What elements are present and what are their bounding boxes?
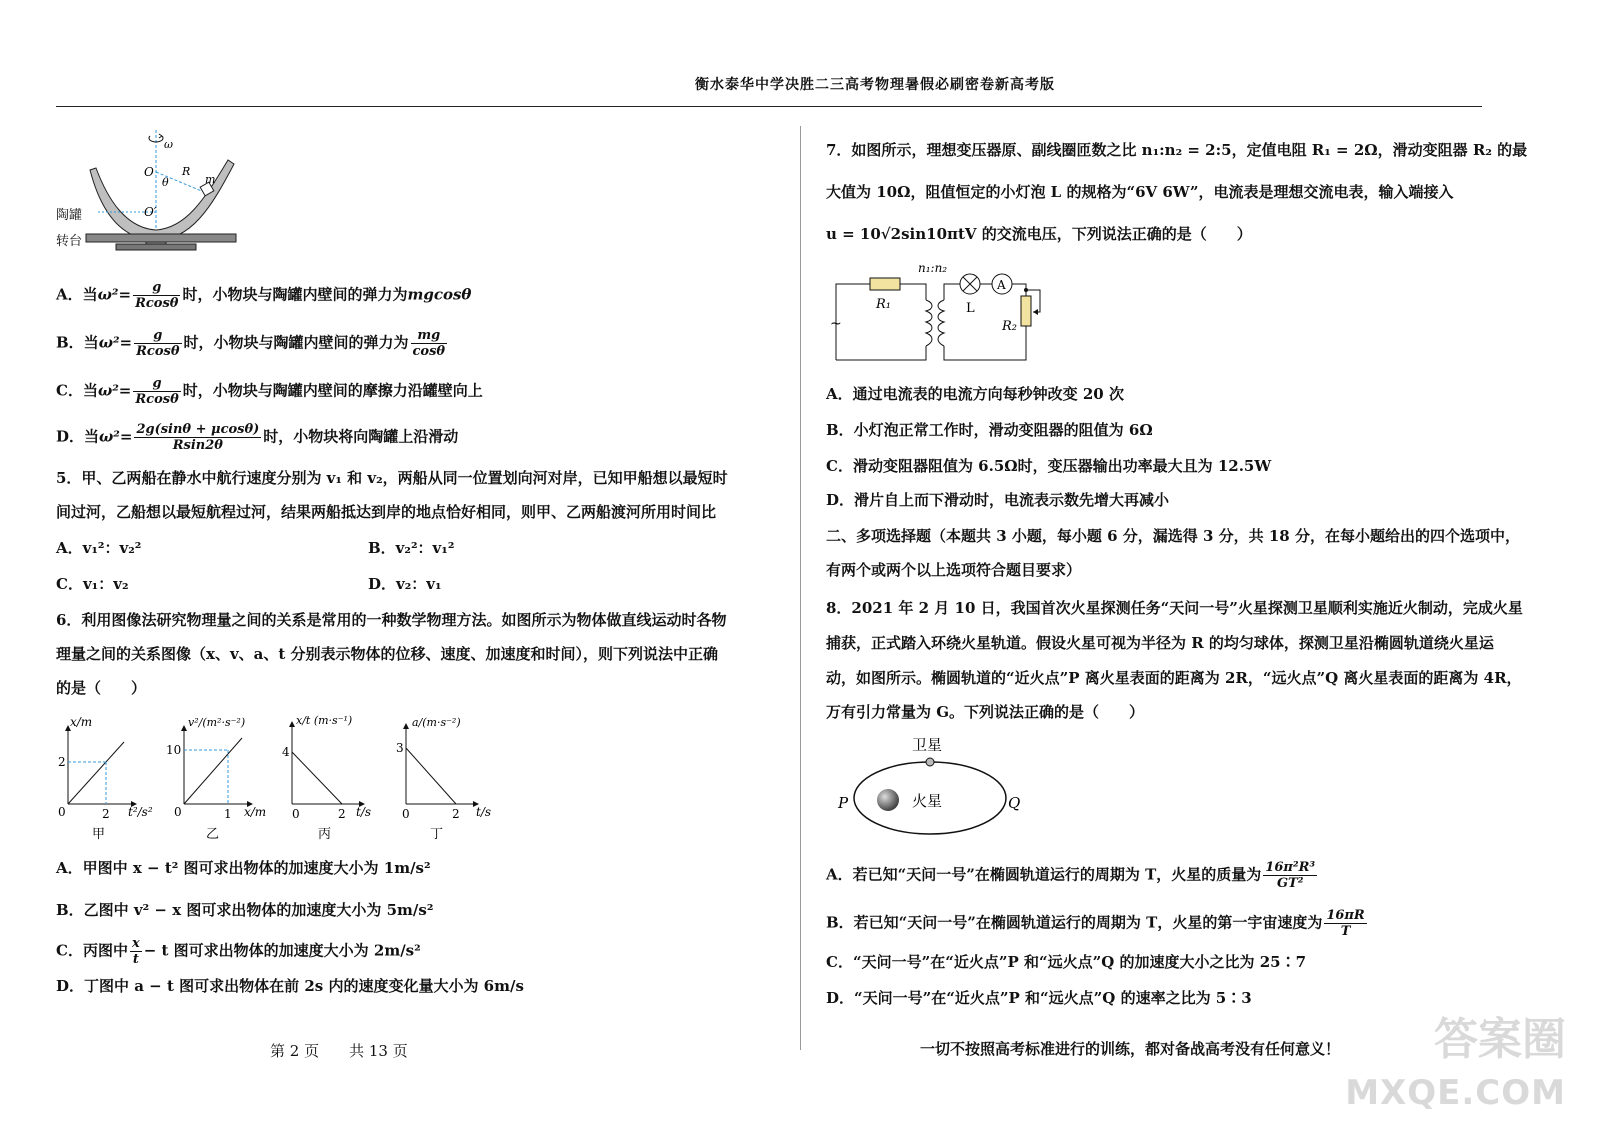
circuit-R2: R₂ [1002,319,1017,334]
graph-yi [166,716,266,842]
q7-stem-line2: 大值为 10Ω，阻值恒定的小灯泡 L 的规格为“6V 6W”，电流表是理想交流电表，输入端接入 [826,183,1454,201]
graph-yi-ytick: 10 [166,743,182,757]
q7-option-a: A．通过电流表的电流方向每秒钟改变 20 次 [826,385,1124,403]
bowl-theta: θ [162,176,169,189]
q5-option-d: D．v₂：v₁ [368,575,442,593]
q4-option-a: A．当ω²= $\frac{g}{Rcos\theta}$ 时，小物块与陶罐内壁间的弹力为mgcosθ [56,280,472,311]
page-header: 衡水泰华中学决胜二三高考物理暑假必刷密卷新高考版 [695,77,1055,93]
graph-yi-name: 乙 [206,827,220,842]
graph-ding-name: 丁 [430,827,444,842]
graph-jia-xtick: 2 [102,807,110,821]
q5-option-b: B．v₂²：v₁² [368,539,455,557]
bowl-O: O [144,165,154,179]
q8-option-a: A．若已知“天问一号”在椭圆轨道运行的周期为 T，火星的质量为 $\frac{\text{16π²R³}}{\text{GT²}}$ [826,860,1316,891]
q8-stem-line2: 捕获，正式踏入环绕火星轨道。假设火星可视为半径为 R 的均匀球体，探测卫星沿椭圆轨道绕火星运 [826,634,1494,652]
graph-ding-xlabel: t/s [476,805,492,819]
graph-jia-ytick: 2 [58,755,66,769]
graph-jia-name: 甲 [92,827,106,842]
bowl-table-label: 转台 [56,234,83,249]
q4-option-b: B．当ω²= $\frac{g}{Rcos\theta}$ 时，小物块与陶罐内壁间的弹力为 $\frac{mg}{\cos\theta}$ [56,328,446,359]
orbit-mars-label: 火星 [912,792,943,810]
orbit-satellite-label: 卫星 [912,736,943,754]
graph-ding-ylabel: a/(m·s⁻²) [412,716,461,729]
graph-bing-ylabel: x/t (m·s⁻¹) [296,714,353,727]
q5-stem-line2: 间过河，乙船想以最短航程过河，结果两船抵达到岸的地点恰好相同，则甲、乙两船渡河所用时间比 [56,503,717,521]
graph-ding-xtick: 2 [452,807,460,821]
q7-option-c: C．滑动变阻器阻值为 6.5Ω时，变压器输出功率最大且为 12.5W [826,457,1272,475]
q8-option-b: B．若已知“天问一号”在椭圆轨道运行的周期为 T，火星的第一宇宙速度为 $\frac{16\pi R}{T}$ [826,908,1365,939]
graph-bing-xlabel: t/s [356,805,372,819]
q7-option-d: D．滑片自上而下滑动时，电流表示数先增大再减小 [826,491,1170,509]
watermark-line1: 答案圈 [1434,1014,1566,1065]
q6-option-c: C．丙图中 $\frac{x}{t}$ − t 图可求出物体的加速度大小为 2m/s² [56,936,421,967]
graph-jia-origin: 0 [58,805,66,819]
watermark-line2: MXQE.COM [1345,1073,1566,1113]
graph-bing-origin: 0 [292,807,300,821]
graph-ding-ytick: 3 [396,741,404,755]
graph-yi-ylabel: v²/(m²·s⁻²) [188,716,246,729]
q5-stem-line1: 5．甲、乙两船在静水中航行速度分别为 v₁ 和 v₂，两船从同一位置划向河对岸，已知甲船想以最短时 [56,469,728,487]
q4-option-c: C．当ω²= $\frac{g}{Rcos\theta}$ 时，小物块与陶罐内壁间的摩擦力沿罐壁向上 [56,376,483,407]
q7-stem-line1: 7．如图所示，理想变压器原、副线圈匝数之比 n₁:n₂ = 2:5，定值电阻 R₁ = 2Ω，滑动变阻器 R₂ 的最 [826,141,1528,159]
graph-bing-ytick: 4 [282,745,290,759]
q5-option-c: C．v₁：v₂ [56,575,129,593]
q8-option-d: D．“天问一号”在“近火点”P 和“远火点”Q 的速率之比为 5∶3 [826,989,1252,1007]
q8-orbit [826,734,1026,840]
column-separator [800,126,801,1050]
q6-stem-line2: 理量之间的关系图像（x、v、a、t 分别表示物体的位移、速度、加速度和时间），则下列说法中正确 [56,645,719,663]
graph-jia-ylabel: x/m [70,715,93,729]
q8-stem-line4: 万有引力常量为 G。下列说法正确的是（ ） [826,703,1145,721]
q7-circuit [826,260,1066,370]
circuit-ammeter: A [997,278,1006,292]
orbit-Q-label: Q [1008,794,1021,812]
graph-yi-origin: 0 [174,805,182,819]
circuit-R1: R₁ [876,297,891,312]
q5-option-a: A．v₁²：v₂² [56,539,142,557]
graph-ding-origin: 0 [402,807,410,821]
graph-jia-xlabel: t²/s² [128,805,153,819]
graph-yi-xlabel: x/m [244,805,267,819]
graph-bing [282,714,371,842]
q8-stem-line3: 动，如图所示。椭圆轨道的“近火点”P 离火星表面的距离为 2R，“远火点”Q 离火星表面的距离为 4R， [826,669,1522,687]
q8-option-c: C．“天问一号”在“近火点”P 和“远火点”Q 的加速度大小之比为 25∶7 [826,953,1307,971]
q6-stem-line3: 的是（ ） [56,679,147,697]
q6-option-a: A．甲图中 x − t² 图可求出物体的加速度大小为 1m/s² [56,859,431,877]
bowl-m: m [205,173,216,186]
circuit-ac: ~ [830,316,842,332]
header-rule [56,106,1482,107]
orbit-P-label: P [838,794,849,812]
q7-option-b: B．小灯泡正常工作时，滑动变阻器的阻值为 6Ω [826,421,1153,439]
graph-jia [58,715,153,842]
q4-option-d: D．当ω²= $\frac{2g(\sin\theta + \mu\cos\theta)}{Rsin2\theta}$ 时，小物块将向陶罐上沿滑动 [56,422,459,453]
q6-option-d: D．丁图中 a − t 图可求出物体在前 2s 内的速度变化量大小为 6m/s [56,977,524,995]
q6-graphs [56,712,786,842]
bowl-figure [56,130,256,255]
bowl-jar-label: 陶罐 [56,208,83,223]
section2-line1: 二、多项选择题（本题共 3 小题，每小题 6 分，漏选得 3 分，共 18 分，在每小题给出的四个选项中， [826,527,1520,545]
section2-line2: 有两个或两个以上选项符合题目要求） [826,561,1082,579]
q6-stem-line1: 6．利用图像法研究物理量之间的关系是常用的一种数学物理方法。如图所示为物体做直线运动时各物 [56,611,727,629]
graph-yi-xtick: 1 [224,807,232,821]
q6-option-b: B．乙图中 v² − x 图可求出物体的加速度大小为 5m/s² [56,901,434,919]
bowl-O-prime: O′ [144,205,157,219]
circuit-ratio: n₁:n₂ [918,261,948,275]
graph-ding [396,716,491,842]
q7-stem-line3: u = 10√2sin10πtV 的交流电压，下列说法正确的是（ ） [826,225,1252,243]
bowl-omega: ω [164,138,173,151]
q8-stem-line1: 8．2021 年 2 月 10 日，我国首次火星探测任务“天问一号”火星探测卫星顺利实施近火制动，完成火星 [826,599,1523,617]
footer-motto: 一切不按照高考标准进行的训练，都对备战高考没有任何意义！ [920,1040,1341,1058]
bowl-R: R [182,165,191,178]
graph-bing-name: 丙 [318,827,332,842]
circuit-L: L [966,301,975,316]
page-number: 第 2 页 共 13 页 [270,1042,408,1060]
graph-bing-xtick: 2 [338,807,346,821]
